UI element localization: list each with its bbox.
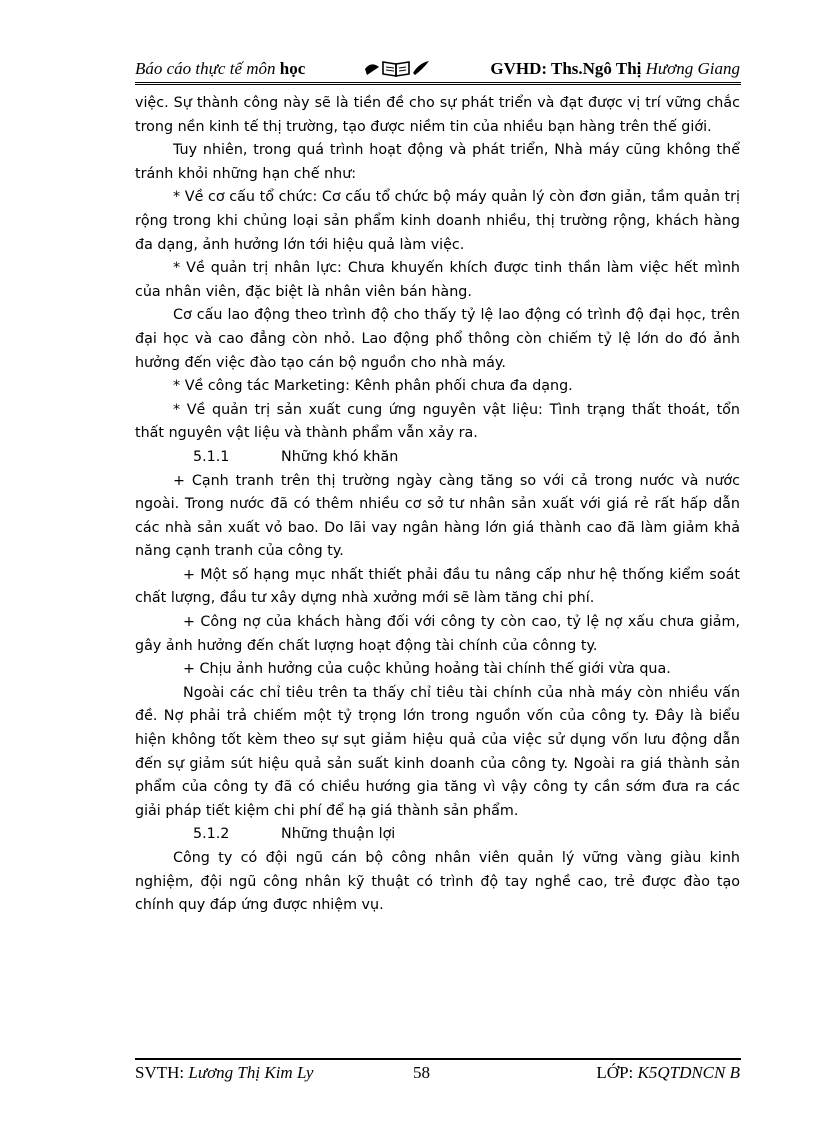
page-body <box>135 92 740 918</box>
section-title: Những khó khăn <box>281 448 399 465</box>
header-rule <box>135 82 741 85</box>
book-ornament-icon <box>363 57 433 79</box>
paragraph: * Về cơ cấu tổ chức: Cơ cấu tổ chức bộ máy quản lý còn đơn giản, tầm quản trị rộng trong khi chủng loại sản phẩm kinh doanh nhiều, thị trường rộng, khách hàng đa dạng, ảnh hưởng lớn tới hiệu quả làm việc. <box>135 189 740 253</box>
paragraph: Tuy nhiên, trong quá trình hoạt động và phát triển, Nhà máy cũng không thể tránh khỏi những hạn chế như: <box>135 142 740 182</box>
section-heading <box>135 823 740 847</box>
page-header <box>135 57 740 83</box>
paragraph: * Về quản trị sản xuất cung ứng nguyên vật liệu: Tình trạng thất thoát, tổn thất nguyên vật liệu và thành phẩm vẫn xảy ra. <box>135 401 740 442</box>
advisor-label: GVHD: Ths.Ngô Thị <box>490 59 642 78</box>
paragraph: Ngoài các chỉ tiêu trên ta thấy chỉ tiêu tài chính của nhà máy còn nhiều vấn đề. Nợ phải trả chiếm một tỷ trọng lớn trong nguồn vốn của công ty. Đây là biểu hiện không tốt kèm theo sự sụt giảm hiệu quả của việc sử dụng vốn lưu động dẫn đến sự giảm sút hiệu quả sản suất kinh doanh của công ty. Ngoài ra giá thành sản phẩm của công ty đã có chiều hướng gia tăng vì vậy công ty cần sớm đưa ra các giải pháp tiết kiệm chi phí để hạ giá thành sản phẩm. <box>135 684 740 819</box>
class-name: K5QTDNCN B <box>637 1063 740 1082</box>
section-heading <box>135 446 740 470</box>
student-label: SVTH: <box>135 1063 185 1082</box>
paragraph: Công ty có đội ngũ cán bộ công nhân viên quản lý vững vàng giàu kinh nghiệm, đội ngũ công nhân kỹ thuật có trình độ tay nghề cao, trẻ được đào tạo chính quy đáp ứng được nhiệm vụ. <box>135 850 740 914</box>
advisor-name: Hương Giang <box>645 59 740 78</box>
section-number: 5.1.1 <box>193 448 230 465</box>
report-title-subject: học <box>279 59 306 78</box>
section-title: Những thuận lợi <box>281 826 396 843</box>
section-number: 5.1.2 <box>193 826 230 843</box>
footer-rule <box>135 1058 741 1060</box>
paragraph: + Chịu ảnh hưởng của cuộc khủng hoảng tài chính thế giới vừa qua. <box>183 661 671 678</box>
student <box>135 1063 313 1083</box>
class-label: LỚP: <box>596 1063 634 1082</box>
paragraph: + Một số hạng mục nhất thiết phải đầu tu nâng cấp như hệ thống kiểm soát chất lượng, đầu tư xây dựng nhà xưởng mới sẽ làm tăng chi phí. <box>135 566 740 607</box>
advisor <box>490 59 740 79</box>
student-name: Lương Thị Kim Ly <box>188 1063 314 1082</box>
paragraph: + Cạnh tranh trên thị trường ngày càng tăng so với cả trong nước và nước ngoài. Trong nước đã có thêm nhiều cơ sở tư nhân sản xuất với giá rẻ rất hấp dẫn các nhà sản xuất vỏ bao. Do lãi vay ngân hàng lớn giá thành cao đã làm giảm khả năng cạnh tranh của công ty. <box>135 472 740 560</box>
class-info <box>596 1063 740 1083</box>
report-title-prefix: Báo cáo thực tế môn <box>135 59 276 78</box>
paragraph: + Công nợ của khách hàng đối với công ty còn cao, tỷ lệ nợ xấu chưa giảm, gây ảnh hưởng đến chất lượng hoạt động tài chính của cônng ty. <box>135 614 740 654</box>
paragraph: Cơ cấu lao động theo trình độ cho thấy tỷ lệ lao động có trình độ đại học, trên đại học và cao đẳng còn nhỏ. Lao động phổ thông còn chiếm tỷ lệ lớn do đó ảnh hưởng đến việc đào tạo cán bộ nguồn cho nhà máy. <box>135 307 740 371</box>
paragraph: * Về quản trị nhân lực: Chưa khuyến khích được tinh thần làm việc hết mình của nhân viên, đặc biệt là nhân viên bán hàng. <box>135 260 740 300</box>
paragraph: * Về công tác Marketing: Kênh phân phối chưa đa dạng. <box>173 378 573 395</box>
page-number: 58 <box>413 1063 430 1082</box>
report-title <box>135 59 305 79</box>
page-footer <box>135 1063 740 1087</box>
paragraph: việc. Sự thành công này sẽ là tiền đề cho sự phát triển và đạt được vị trí vững chắc trong nền kinh tế thị trường, tạo được niềm tin của nhiều bạn hàng trên thế giới. <box>135 95 740 135</box>
